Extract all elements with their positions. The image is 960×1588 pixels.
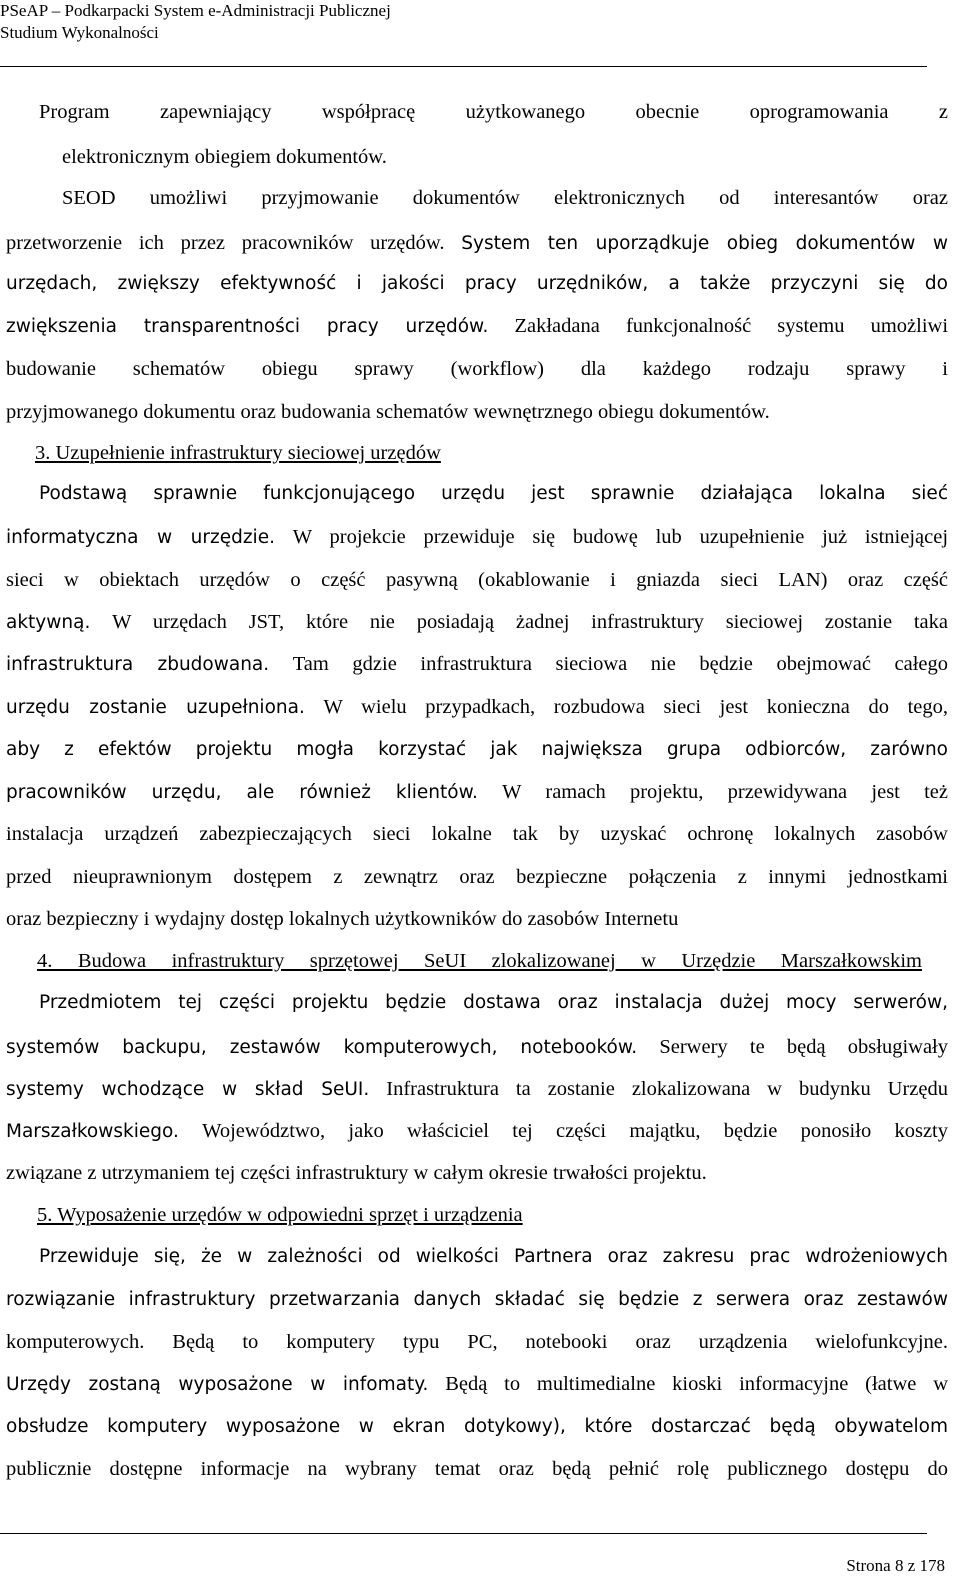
section-heading-4: 4. Budowa infrastruktury sprzętowej SeUI zlokalizowanej w Urzędzie Marszałkowskim (37, 950, 922, 972)
text-line: rozwiązanie infrastruktury przetwarzania danych składać się będzie z serwera oraz zestawów (6, 1289, 948, 1310)
text-line: obsłudze komputery wyposażone w ekran dotykowy), które dostarczać będą obywatelom (6, 1416, 948, 1437)
text-line: instalacja urządzeń zabezpieczających sieci lokalne tak by uzyskać ochronę lokalnych zasobów (6, 823, 948, 845)
footer-rule (0, 1533, 927, 1534)
text-line: Podstawą sprawnie funkcjonującego urzędu jest sprawnie działająca lokalna sieć (39, 483, 948, 504)
text-line: sieci w obiektach urzędów o część pasywną (okablowanie i gniazda sieci LAN) oraz część (6, 569, 948, 591)
section-heading-3: 3. Uzupełnienie infrastruktury sieciowej urzędów (35, 442, 441, 464)
text-line-mixed (6, 524, 948, 550)
text-line-mixed (6, 609, 948, 635)
text-span: Województwo, jako właściciel tej części majątku, będzie ponosiło koszty (202, 1120, 948, 1142)
text-span: W projekcie przewiduje się budowę lub uzupełnienie już istniejącej (292, 526, 949, 548)
text-line: aby z efektów projektu mogła korzystać jak największa grupa odbiorców, zarówno (6, 739, 948, 760)
text-line: przyjmowanego dokumentu oraz budowania schematów wewnętrznego obiegu dokumentów. (6, 401, 770, 423)
text-span: Serwery te będą obsługiwały (659, 1036, 948, 1058)
text-span: System ten uporządkuje obieg dokumentów w (461, 233, 949, 254)
text-line: publicznie dostępne informacje na wybrany temat oraz będą pełnić rolę publicznego dostępu do (6, 1458, 948, 1480)
text-line-mixed (6, 1076, 948, 1102)
text-span: Urzędy zostaną wyposażone w infomaty. (6, 1374, 429, 1395)
text-line: urzędach, zwiększy efektywność i jakości pracy urzędników, a także przyczyni się do (6, 273, 948, 294)
text-span: infrastruktura zbudowana. (6, 654, 270, 675)
text-line: budowanie schematów obiegu sprawy (workflow) dla każdego rodzaju sprawy i (6, 358, 948, 380)
text-line: Przewiduje się, że w zależności od wielkości Partnera oraz zakresu prac wdrożeniowych (39, 1246, 948, 1267)
header-document-title: Studium Wykonalności (0, 23, 159, 42)
text-line: związane z utrzymaniem tej części infrastruktury w całym okresie trwałości projektu. (6, 1162, 707, 1184)
text-line: SEOD umożliwi przyjmowanie dokumentów elektronicznych od interesantów oraz (62, 187, 948, 209)
text-line: elektronicznym obiegiem dokumentów. (62, 146, 387, 168)
text-span: zwiększenia transparentności pracy urzędów. (6, 316, 489, 337)
text-line-mixed (6, 1371, 948, 1397)
header-rule (0, 66, 927, 67)
text-span: Tam gdzie infrastruktura sieciowa nie będzie obejmować całego (292, 653, 948, 675)
text-span: pracowników urzędu, ale również klientów. (6, 782, 478, 803)
text-line-mixed (6, 1034, 948, 1060)
text-span: urzędu zostanie uzupełniona. (6, 697, 305, 718)
text-line: przed nieuprawnionym dostępem z zewnątrz oraz bezpieczne połączenia z innymi jednostkami (6, 866, 948, 888)
text-span: przetworzenie ich przez pracowników urzędów. (6, 232, 445, 254)
text-line: komputerowych. Będą to komputery typu PC, notebooki oraz urządzenia wielofunkcyjne. (6, 1331, 948, 1353)
text-line-mixed (6, 651, 948, 677)
text-span: systemy wchodzące w skład SeUI. (6, 1079, 370, 1100)
text-span: Zakładana funkcjonalność systemu umożliwi (514, 315, 949, 337)
text-line: oraz bezpieczny i wydajny dostęp lokalnych użytkowników do zasobów Internetu (6, 908, 679, 930)
text-span: W ramach projektu, przewidywana jest też (502, 781, 949, 803)
text-line: Program zapewniający współpracę użytkowanego obecnie oprogramowania z (39, 101, 948, 123)
text-line-mixed (6, 1118, 948, 1144)
text-line-mixed (6, 694, 948, 720)
section-heading-5: 5. Wyposażenie urzędów w odpowiedni sprzęt i urządzenia (37, 1204, 523, 1226)
text-line-mixed (6, 313, 948, 339)
text-span: informatyczna w urzędzie. (6, 527, 275, 548)
text-span: Infrastruktura ta zostanie zlokalizowana w budynku Urzędu (386, 1078, 949, 1100)
text-span: systemów backupu, zestawów komputerowych, notebooków. (6, 1037, 638, 1058)
text-span: W urzędach JST, które nie posiadają żadnej infrastruktury sieciowej zostanie taka (112, 611, 948, 633)
text-span: W wielu przypadkach, rozbudowa sieci jest konieczna do tego, (323, 696, 949, 718)
text-span: Marszałkowskiego. (6, 1121, 179, 1142)
text-line-mixed (6, 779, 948, 805)
text-line-mixed (6, 230, 948, 256)
text-span: Będą to multimedialne kioski informacyjne (łatwe w (445, 1373, 948, 1395)
text-line: Przedmiotem tej części projektu będzie dostawa oraz instalacja dużej mocy serwerów, (39, 992, 948, 1013)
text-span: aktywną. (6, 612, 91, 633)
page-number: Strona 8 z 178 (846, 1556, 945, 1575)
header-project-title: PSeAP – Podkarpacki System e-Administracji Publicznej (0, 1, 391, 20)
